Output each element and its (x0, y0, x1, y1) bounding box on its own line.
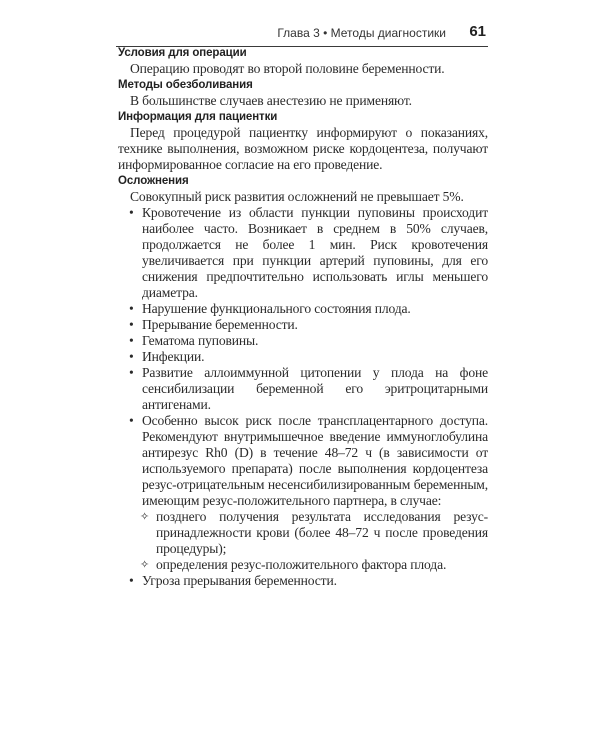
heading-conditions: Условия для операции (118, 47, 247, 59)
list-item: • Прерывание беременности. (129, 317, 298, 332)
bullet-icon: • (129, 333, 134, 348)
bullet-icon: • (129, 413, 134, 428)
list-item: • Развитие аллоиммунной цитопении у плода на фоне сенсибилизации беременной его эритроцитарными антигенами. (129, 365, 488, 412)
paragraph-patient-info: Перед процедурой пациентку информируют о показаниях, технике выполнения, возможном риске кордоцентеза, получают информированное согласие на его проведение. (118, 125, 488, 172)
rh-conditions-list (118, 509, 488, 573)
diamond-bullet-icon: ✧ (140, 511, 150, 523)
sub-list-item: ✧ определения резус-положительного фактора плода. (140, 557, 447, 572)
list-item: • Особенно высок риск после трансплацентарного доступа. Рекомендуют внутримышечное введение иммуноглобулина антирезус Rh0 (D) в течение 48–72 ч (в зависимости от используемого препарата) после выполнения кордоцентеза резус-отрицательным несенсибилизированным беременным, имеющим резус-положительного партнера, в случае: ✧ позднего получения результата исследования резус-принадлежности крови (более 48–72 ч после проведения процедуры); ✧ определения резус-положительного фактора плода. (118, 413, 488, 573)
page-number: 61 (469, 23, 486, 40)
page-body (118, 46, 488, 589)
sub-list-item: ✧ позднего получения результата исследования резус-принадлежности крови (более 48–72 ч после проведения процедуры); (140, 509, 488, 556)
heading-complications: Осложнения (118, 175, 189, 187)
bullet-icon: • (129, 573, 134, 588)
list-item: • Нарушение функционального состояния плода. (129, 301, 411, 316)
heading-anesthesia: Методы обезболивания (118, 79, 253, 91)
paragraph-complications-intro: Совокупный риск развития осложнений не превышает 5%. (130, 189, 464, 204)
bullet-icon: • (129, 349, 134, 364)
list-item: • Кровотечение из области пункции пуповины происходит наиболее часто. Возникает в среднем в 50% случаев, продолжается не более 1 мин. Риск кровотечения увеличивается при пункции артерий пуповины, для его снижения предпочтительно использовать иглы меньшего диаметра. (129, 205, 488, 300)
paragraph-anesthesia: В большинстве случаев анестезию не применяют. (130, 93, 412, 108)
bullet-icon: • (129, 365, 134, 380)
diamond-bullet-icon: ✧ (140, 559, 150, 571)
paragraph-conditions: Операцию проводят во второй половине беременности. (130, 61, 445, 76)
list-item: • Инфекции. (129, 349, 205, 364)
running-header (116, 22, 488, 47)
list-item: • Угроза прерывания беременности. (129, 573, 337, 588)
list-item: • Гематома пуповины. (129, 333, 259, 348)
bullet-icon: • (129, 317, 134, 332)
chapter-title: Глава 3 • Методы диагностики (277, 26, 446, 40)
complications-list (118, 205, 488, 589)
heading-patient-info: Информация для пациентки (118, 111, 278, 123)
bullet-icon: • (129, 301, 134, 316)
bullet-icon: • (129, 205, 134, 220)
